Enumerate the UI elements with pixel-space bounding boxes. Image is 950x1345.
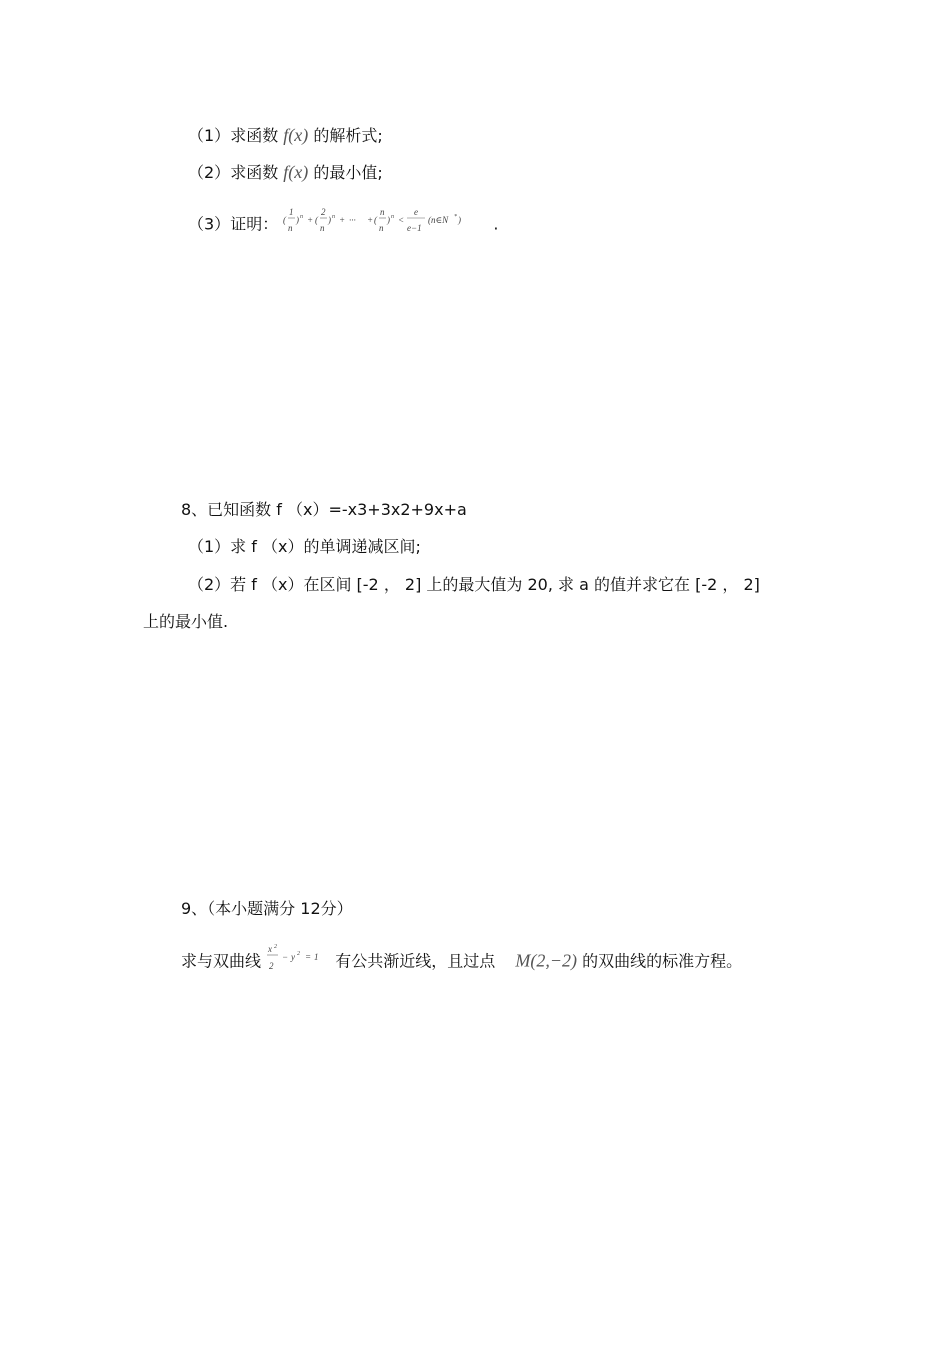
q9-stem [181, 898, 353, 920]
svg-text:1: 1 [289, 207, 294, 217]
svg-text:2: 2 [321, 207, 326, 217]
q7-part3-pre: 证明： [230, 214, 279, 234]
q8-stem: 8、已知函数 f （x）=-x3+3x2+9x+a [181, 500, 467, 519]
svg-text:+: + [367, 215, 374, 225]
q7-part2 [188, 161, 383, 184]
svg-text:): ) [328, 215, 332, 225]
svg-text:n: n [380, 207, 385, 217]
q7-part1-pre: 求函数 [230, 126, 279, 145]
svg-text:2: 2 [274, 944, 278, 950]
svg-text:(n∈N: (n∈N [428, 215, 449, 225]
q9-mid: 有公共渐近线，且过点 [335, 951, 496, 971]
q9-point: M(2,−2) [515, 950, 578, 971]
q7-part2-pre: 求函数 [230, 163, 279, 182]
q8-part2-line2: 上的最小值. [143, 612, 229, 631]
q7-part1-func: f(x) [283, 125, 309, 145]
q7-part2-func: f(x) [283, 162, 309, 182]
svg-text:e−1: e−1 [407, 223, 422, 233]
q7-part3-period: . [493, 214, 499, 234]
svg-text:+: + [307, 215, 314, 225]
svg-text:(: ( [283, 215, 287, 225]
svg-text:): ) [387, 215, 391, 225]
q9-body [181, 942, 742, 982]
svg-text:2: 2 [297, 951, 301, 957]
svg-text:n: n [391, 214, 395, 220]
svg-text:2: 2 [269, 961, 274, 971]
svg-text:−: − [282, 952, 289, 962]
svg-text:x: x [268, 944, 273, 954]
svg-text:<: < [398, 215, 405, 225]
inequality-formula-image [283, 206, 488, 244]
q7-part3 [188, 206, 498, 244]
svg-text:n: n [288, 223, 293, 233]
q7-part1-num: （1） [188, 126, 231, 145]
q7-part2-num: （2） [188, 163, 231, 182]
q7-part2-post: 的最小值; [313, 163, 383, 182]
svg-text:): ) [296, 215, 300, 225]
q7-part1-post: 的解析式; [313, 126, 383, 145]
q8-part2-line1: （2）若 f （x）在区间 [-2 ， 2] 上的最大值为 20, 求 a 的值并求它在 [-2 ， 2] [188, 575, 760, 594]
svg-text:···: ··· [349, 215, 357, 225]
svg-text:n: n [300, 214, 304, 220]
q9-stem-num: 9、（本小题满分 12 [181, 899, 321, 918]
svg-text:n: n [332, 214, 336, 220]
svg-text:): ) [458, 215, 462, 225]
svg-text:e: e [414, 207, 419, 217]
svg-text:(: ( [374, 215, 378, 225]
svg-text:*: * [454, 214, 458, 220]
q7-part3-num: （3） [188, 214, 231, 234]
svg-text:+: + [339, 215, 346, 225]
svg-text:=: = [305, 952, 312, 962]
svg-text:(: ( [315, 215, 319, 225]
svg-text:n: n [379, 223, 384, 233]
q9-pre: 求与双曲线 [181, 951, 262, 971]
q9-stem-tail: 分） [320, 899, 353, 918]
q9-post: 的双曲线的标准方程。 [582, 951, 743, 971]
hyperbola-formula-image [266, 942, 330, 982]
svg-text:n: n [320, 223, 325, 233]
q7-part1 [188, 124, 383, 147]
svg-text:y: y [291, 952, 296, 962]
svg-text:1: 1 [314, 952, 319, 962]
q8-part1: （1）求 f （x）的单调递减区间; [188, 537, 421, 556]
